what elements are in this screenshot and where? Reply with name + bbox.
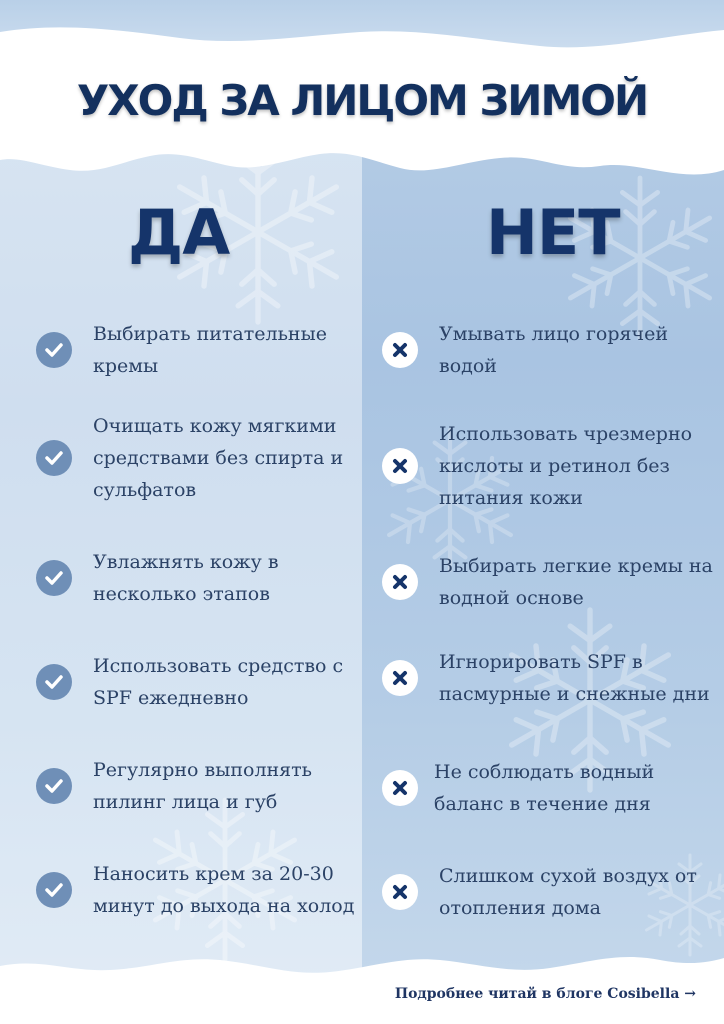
no-item-text: Не соблюдать водный баланс в течение дня [434, 761, 655, 815]
yes-item-text: Регулярно выполнять пилинг лица и губ [93, 759, 313, 813]
cross-icon [382, 660, 418, 696]
no-item-text: Слишком сухой воздух от отопления дома [439, 865, 697, 919]
yes-heading: ДА [128, 196, 230, 269]
cross-icon [382, 332, 418, 368]
no-item [382, 860, 714, 924]
yes-item-text: Использовать средство с SPF ежедневно [93, 655, 344, 709]
no-item [382, 550, 724, 614]
cross-icon [382, 874, 418, 910]
page-title: УХОД ЗА ЛИЦОМ ЗИМОЙ [76, 76, 648, 125]
no-item-text: Умывать лицо горячей водой [439, 323, 668, 377]
yes-item [36, 546, 323, 610]
check-icon [36, 664, 72, 700]
no-heading: НЕТ [486, 196, 620, 269]
cross-icon [382, 770, 418, 806]
no-item-text: Использовать чрезмерно кислоты и ретинол без питания кожи [439, 423, 693, 509]
no-item [382, 756, 704, 820]
yes-item-text: Наносить крем за 20-30 минут до выхода на холод [93, 863, 355, 917]
check-icon [36, 872, 72, 908]
yes-item [36, 858, 361, 922]
check-icon [36, 768, 72, 804]
yes-item [36, 650, 355, 714]
cross-icon [382, 564, 418, 600]
no-item-text: Выбирать легкие кремы на водной основе [439, 555, 713, 609]
no-item [382, 318, 699, 382]
yes-item-text: Очищать кожу мягкими средствами без спирта и сульфатов [93, 415, 344, 501]
blog-link[interactable]: Подробнее читай в блоге Cosibella → [394, 986, 696, 1002]
yes-item [36, 754, 355, 818]
cross-icon [382, 448, 418, 484]
no-item-text: Игнорировать SPF в пасмурные и снежные дни [439, 651, 710, 705]
no-item [382, 646, 724, 710]
check-icon [36, 332, 72, 368]
yes-item [36, 410, 355, 506]
no-item [382, 418, 704, 514]
yes-item-text: Увлажнять кожу в несколько этапов [93, 551, 279, 605]
yes-item-text: Выбирать питательные кремы [93, 323, 327, 377]
yes-item [36, 318, 343, 382]
check-icon [36, 440, 72, 476]
check-icon [36, 560, 72, 596]
